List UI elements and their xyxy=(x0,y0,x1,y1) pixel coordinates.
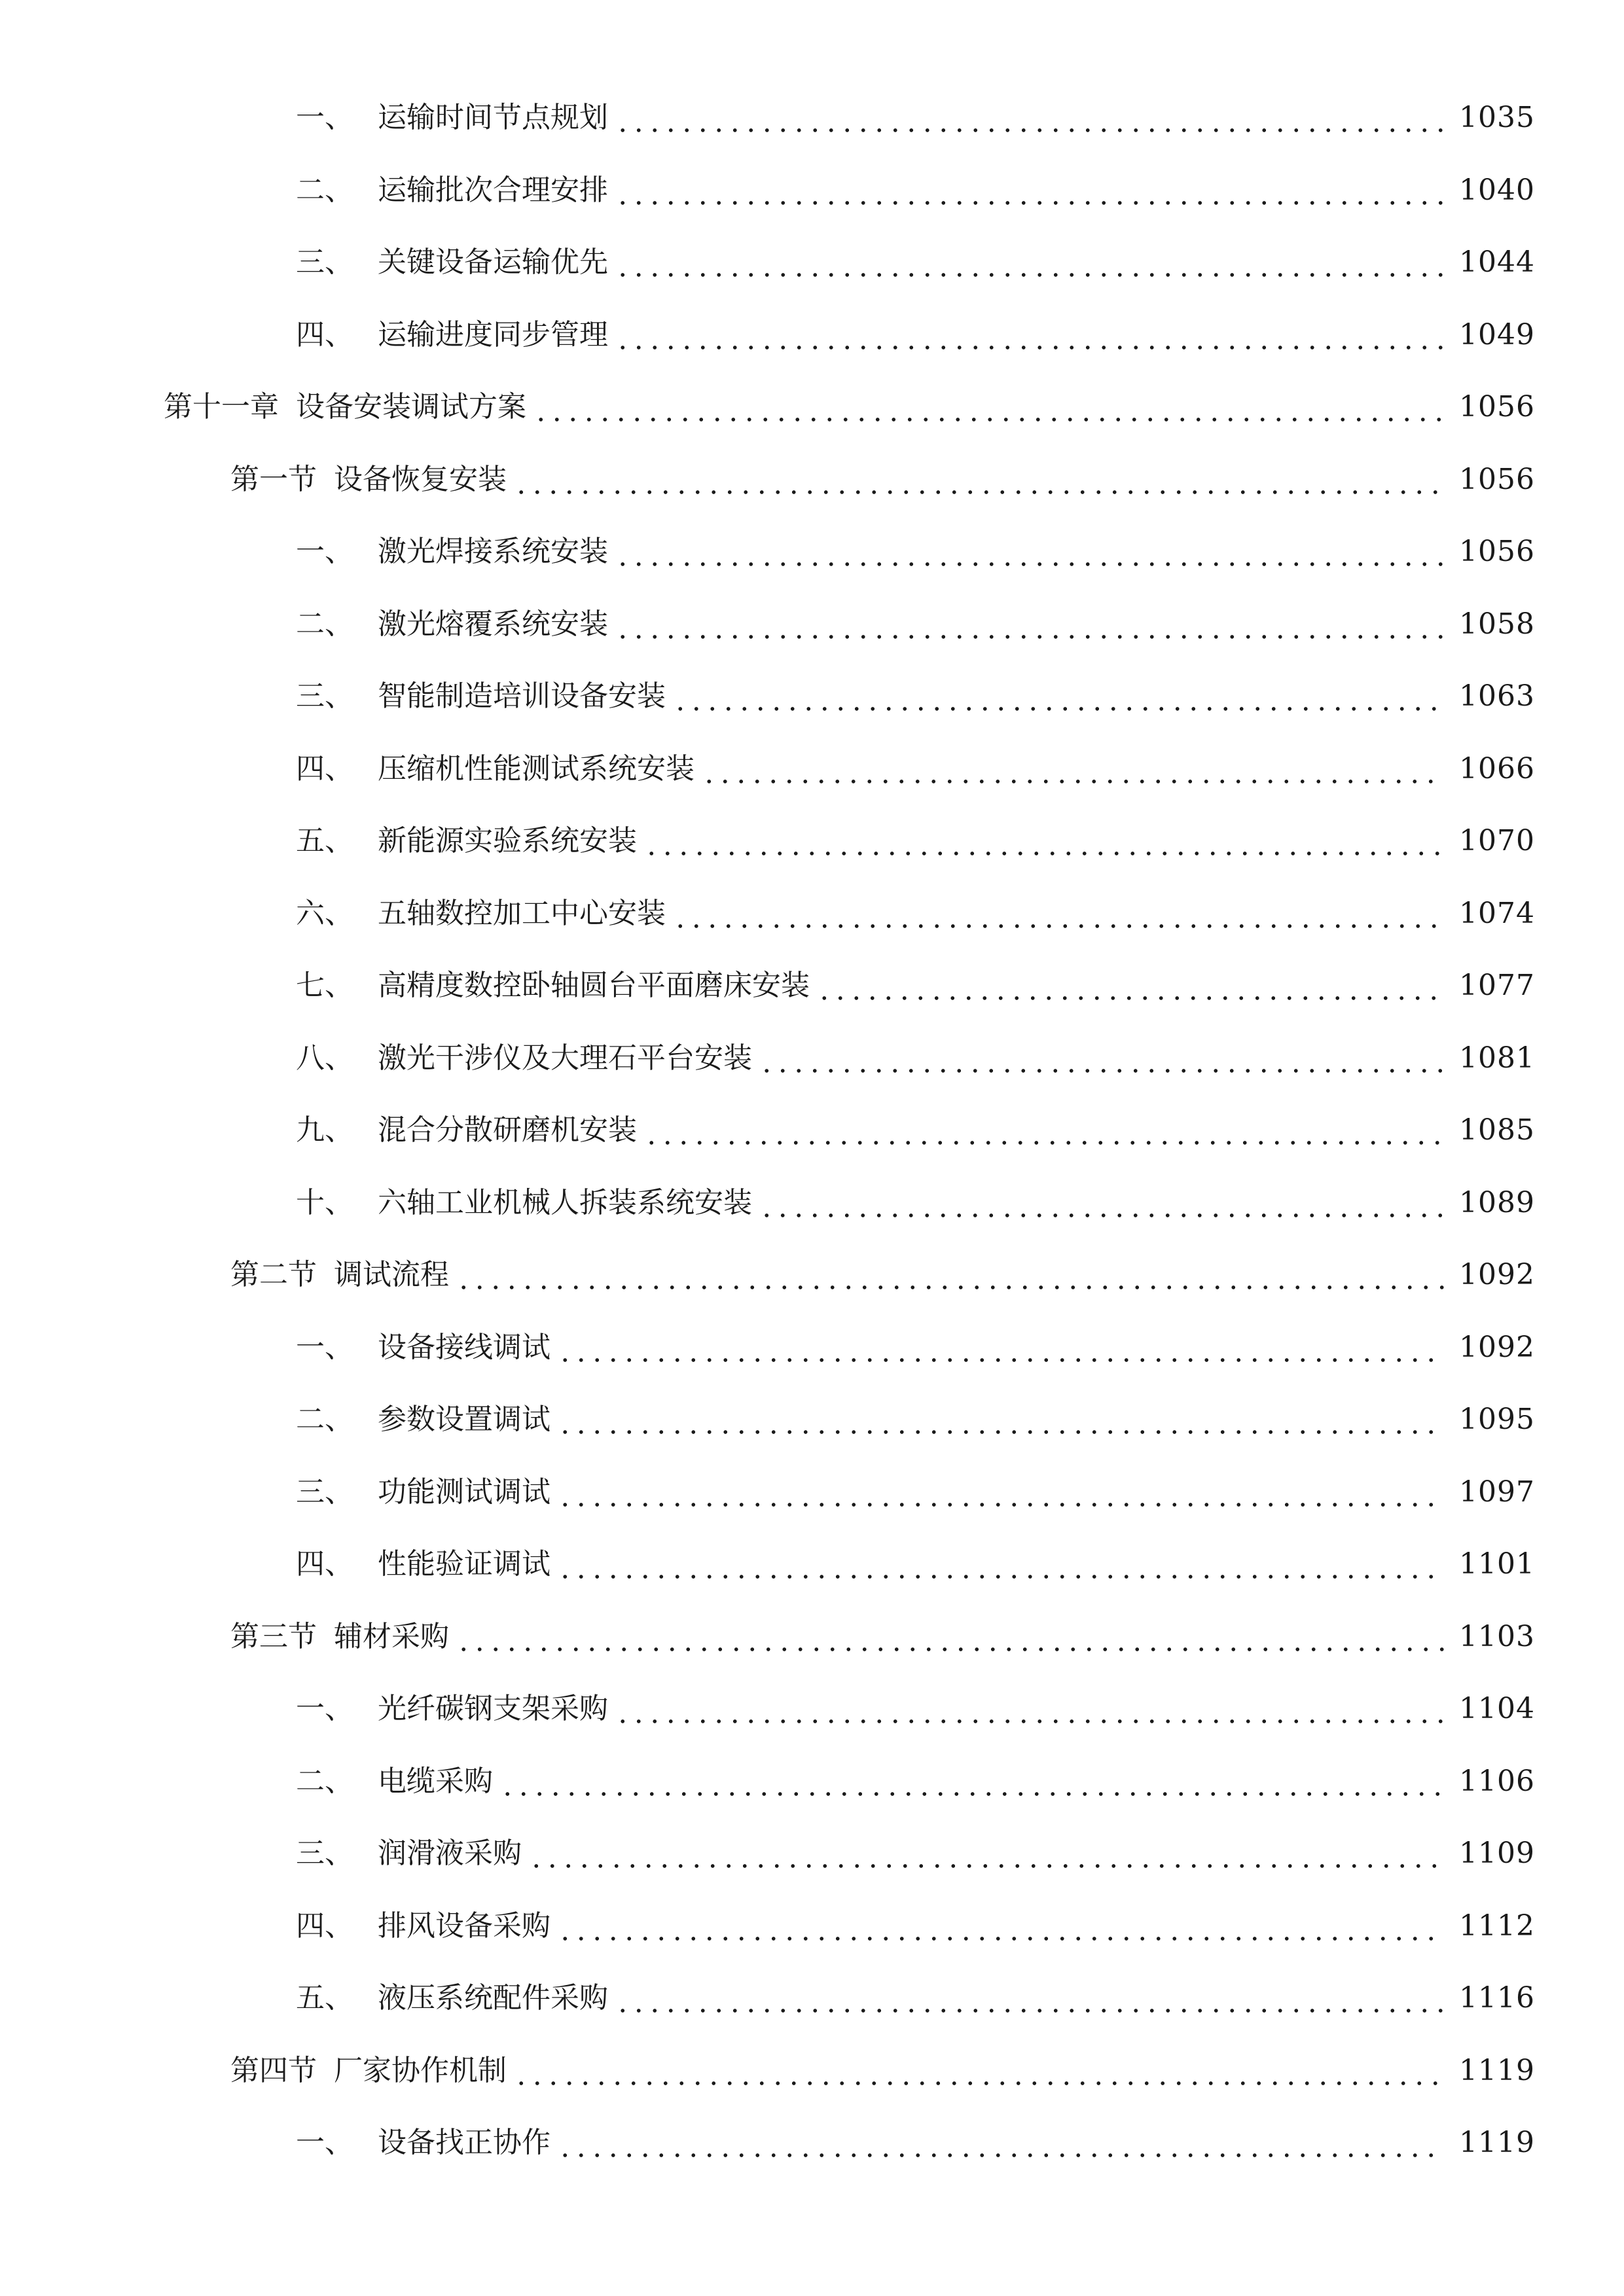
dot-leader xyxy=(615,1695,1445,1723)
toc-entry-title: 设备恢复安装 xyxy=(334,462,507,496)
dot-leader xyxy=(643,1116,1445,1145)
toc-entry-number: 十、 xyxy=(296,1185,353,1219)
toc-entry-number: 四、 xyxy=(296,1547,353,1581)
toc-entry-number: 一、 xyxy=(296,2126,353,2160)
toc-entry-page-number: 1104 xyxy=(1459,1692,1535,1726)
toc-entry-title: 光纤碳钢支架采购 xyxy=(378,1692,608,1726)
toc-entry-page-number: 1095 xyxy=(1459,1403,1535,1437)
toc-entry-title: 厂家协作机制 xyxy=(334,2053,507,2087)
toc-entry-page-number: 1092 xyxy=(1459,1330,1535,1364)
toc-item-entry[interactable] xyxy=(0,733,1624,806)
toc-entry-page-number: 1070 xyxy=(1459,824,1535,858)
toc-entry-number: 六、 xyxy=(296,896,353,930)
toc-entry-number: 三、 xyxy=(296,679,353,713)
toc-item-entry[interactable] xyxy=(0,2107,1624,2179)
toc-item-entry[interactable] xyxy=(0,1167,1624,1240)
toc-entry-number: 五、 xyxy=(296,1981,353,2015)
toc-entry-number: 二、 xyxy=(296,173,353,207)
toc-entry-number: 二、 xyxy=(296,1764,353,1798)
toc-entry-title: 液压系统配件采购 xyxy=(378,1981,608,2015)
toc-item-entry[interactable] xyxy=(0,82,1624,154)
toc-entry-page-number: 1056 xyxy=(1459,462,1535,496)
toc-entry-number: 七、 xyxy=(296,969,353,1003)
toc-entry-number: 三、 xyxy=(296,245,353,279)
toc-entry-title: 关键设备运输优先 xyxy=(378,245,608,279)
toc-entry-page-number: 1109 xyxy=(1459,1837,1535,1871)
toc-entry-page-number: 1116 xyxy=(1459,1981,1535,2015)
dot-leader xyxy=(557,1405,1445,1434)
dot-leader xyxy=(557,1333,1445,1362)
toc-entry-title: 高精度数控卧轴圆台平面磨床安装 xyxy=(378,969,810,1003)
toc-entry-page-number: 1085 xyxy=(1459,1113,1535,1147)
toc-entry-page-number: 1056 xyxy=(1459,390,1535,424)
toc-section-entry[interactable] xyxy=(0,1601,1624,1674)
toc-entry-title: 智能制造培训设备安装 xyxy=(378,679,666,713)
toc-entry-number: 第十一章 xyxy=(164,390,279,424)
toc-entry-title: 性能验证调试 xyxy=(378,1547,550,1581)
dot-leader xyxy=(643,827,1445,855)
toc-entry-number: 八、 xyxy=(296,1041,353,1075)
toc-item-entry[interactable] xyxy=(0,516,1624,588)
toc-entry-number: 一、 xyxy=(296,1692,353,1726)
toc-chapter-entry[interactable] xyxy=(0,371,1624,444)
toc-entry-page-number: 1049 xyxy=(1459,317,1535,351)
toc-entry-page-number: 1035 xyxy=(1459,101,1535,135)
dot-leader xyxy=(557,2128,1445,2157)
toc-item-entry[interactable] xyxy=(0,154,1624,227)
dot-leader xyxy=(615,103,1445,132)
toc-item-entry[interactable] xyxy=(0,660,1624,733)
toc-entry-number: 九、 xyxy=(296,1113,353,1147)
dot-leader xyxy=(557,1550,1445,1579)
toc-entry-title: 激光焊接系统安装 xyxy=(378,535,608,569)
toc-entry-number: 三、 xyxy=(296,1837,353,1871)
toc-entry-number: 第一节 xyxy=(230,462,317,496)
toc-entry-page-number: 1074 xyxy=(1459,896,1535,930)
toc-entry-page-number: 1119 xyxy=(1459,2053,1535,2087)
toc-item-entry[interactable] xyxy=(0,805,1624,878)
toc-entry-title: 辅材采购 xyxy=(334,1619,449,1653)
dot-leader xyxy=(615,248,1445,277)
dot-leader xyxy=(557,1478,1445,1507)
toc-entry-number: 二、 xyxy=(296,607,353,641)
dot-leader xyxy=(528,1839,1445,1868)
toc-entry-page-number: 1119 xyxy=(1459,2126,1535,2160)
toc-item-entry[interactable] xyxy=(0,299,1624,372)
toc-item-entry[interactable] xyxy=(0,1746,1624,1818)
toc-entry-title: 混合分散研磨机安装 xyxy=(378,1113,637,1147)
toc-entry-number: 第二节 xyxy=(230,1258,317,1292)
toc-entry-page-number: 1103 xyxy=(1459,1619,1535,1653)
toc-item-entry[interactable] xyxy=(0,1312,1624,1384)
toc-item-entry[interactable] xyxy=(0,1022,1624,1095)
toc-entry-number: 二、 xyxy=(296,1403,353,1437)
toc-entry-number: 一、 xyxy=(296,1330,353,1364)
toc-entry-title: 运输批次合理安排 xyxy=(378,173,608,207)
toc-entry-page-number: 1058 xyxy=(1459,607,1535,641)
dot-leader xyxy=(759,1044,1445,1073)
dot-leader xyxy=(672,682,1445,711)
dot-leader xyxy=(615,1984,1445,2013)
toc-entry-page-number: 1040 xyxy=(1459,173,1535,207)
toc-entry-page-number: 1063 xyxy=(1459,679,1535,713)
dot-leader xyxy=(759,1189,1445,1217)
dot-leader xyxy=(513,465,1445,494)
toc-item-entry[interactable] xyxy=(0,1456,1624,1529)
toc-entry-title: 设备安装调试方案 xyxy=(296,390,526,424)
dot-leader xyxy=(557,1912,1445,1941)
toc-item-entry[interactable] xyxy=(0,950,1624,1022)
dot-leader xyxy=(615,321,1445,350)
toc-entry-title: 润滑液采购 xyxy=(378,1837,522,1871)
toc-item-entry[interactable] xyxy=(0,226,1624,299)
toc-item-entry[interactable] xyxy=(0,1094,1624,1167)
toc-entry-page-number: 1077 xyxy=(1459,969,1535,1003)
toc-entry-page-number: 1081 xyxy=(1459,1041,1535,1075)
dot-leader xyxy=(533,393,1445,422)
toc-entry-page-number: 1101 xyxy=(1459,1547,1535,1581)
toc-entry-title: 激光干涉仪及大理石平台安装 xyxy=(378,1041,752,1075)
toc-entry-number: 第三节 xyxy=(230,1619,317,1653)
toc-entry-number: 五、 xyxy=(296,824,353,858)
toc-entry-title: 设备找正协作 xyxy=(378,2126,550,2160)
toc-entry-number: 四、 xyxy=(296,751,353,785)
dot-leader xyxy=(615,537,1445,566)
dot-leader xyxy=(456,1623,1445,1651)
toc-section-entry[interactable] xyxy=(0,1239,1624,1312)
toc-entry-page-number: 1066 xyxy=(1459,751,1535,785)
toc-entry-number: 第四节 xyxy=(230,2053,317,2087)
toc-entry-number: 四、 xyxy=(296,317,353,351)
toc-section-entry[interactable] xyxy=(0,2035,1624,2108)
dot-leader xyxy=(672,899,1445,928)
toc-entry-title: 调试流程 xyxy=(334,1258,449,1292)
toc-entry-title: 六轴工业机械人拆装系统安装 xyxy=(378,1185,752,1219)
toc-item-entry[interactable] xyxy=(0,1962,1624,2035)
toc-entry-number: 三、 xyxy=(296,1475,353,1509)
toc-entry-title: 新能源实验系统安装 xyxy=(378,824,637,858)
toc-entry-page-number: 1092 xyxy=(1459,1258,1535,1292)
toc-entry-title: 功能测试调试 xyxy=(378,1475,550,1509)
toc-item-entry[interactable] xyxy=(0,1673,1624,1746)
toc-entry-title: 电缆采购 xyxy=(378,1764,493,1798)
toc-entry-page-number: 1106 xyxy=(1459,1764,1535,1798)
dot-leader xyxy=(816,971,1445,1000)
toc-entry-page-number: 1089 xyxy=(1459,1185,1535,1219)
toc-entry-title: 设备接线调试 xyxy=(378,1330,550,1364)
toc-item-entry[interactable] xyxy=(0,1890,1624,1963)
toc-entry-page-number: 1056 xyxy=(1459,535,1535,569)
toc-entry-title: 参数设置调试 xyxy=(378,1403,550,1437)
toc-entry-number: 四、 xyxy=(296,1909,353,1943)
dot-leader xyxy=(456,1261,1445,1289)
toc-entry-title: 激光熔覆系统安装 xyxy=(378,607,608,641)
toc-entry-page-number: 1112 xyxy=(1459,1909,1535,1943)
toc-entry-title: 压缩机性能测试系统安装 xyxy=(378,751,695,785)
toc-item-entry[interactable] xyxy=(0,1818,1624,1890)
toc-item-entry[interactable] xyxy=(0,1528,1624,1601)
dot-leader xyxy=(499,1767,1445,1796)
toc-item-entry[interactable] xyxy=(0,588,1624,661)
toc-section-entry[interactable] xyxy=(0,444,1624,516)
table-of-contents xyxy=(0,82,1624,2179)
toc-entry-number: 一、 xyxy=(296,101,353,135)
dot-leader xyxy=(701,755,1445,783)
dot-leader xyxy=(615,610,1445,639)
toc-item-entry[interactable] xyxy=(0,878,1624,950)
dot-leader xyxy=(513,2056,1445,2085)
toc-entry-title: 五轴数控加工中心安装 xyxy=(378,896,666,930)
toc-entry-title: 排风设备采购 xyxy=(378,1909,550,1943)
toc-entry-page-number: 1097 xyxy=(1459,1475,1535,1509)
toc-entry-title: 运输时间节点规划 xyxy=(378,101,608,135)
toc-entry-title: 运输进度同步管理 xyxy=(378,317,608,351)
toc-entry-number: 一、 xyxy=(296,535,353,569)
toc-entry-page-number: 1044 xyxy=(1459,245,1535,279)
toc-item-entry[interactable] xyxy=(0,1384,1624,1456)
dot-leader xyxy=(615,176,1445,205)
